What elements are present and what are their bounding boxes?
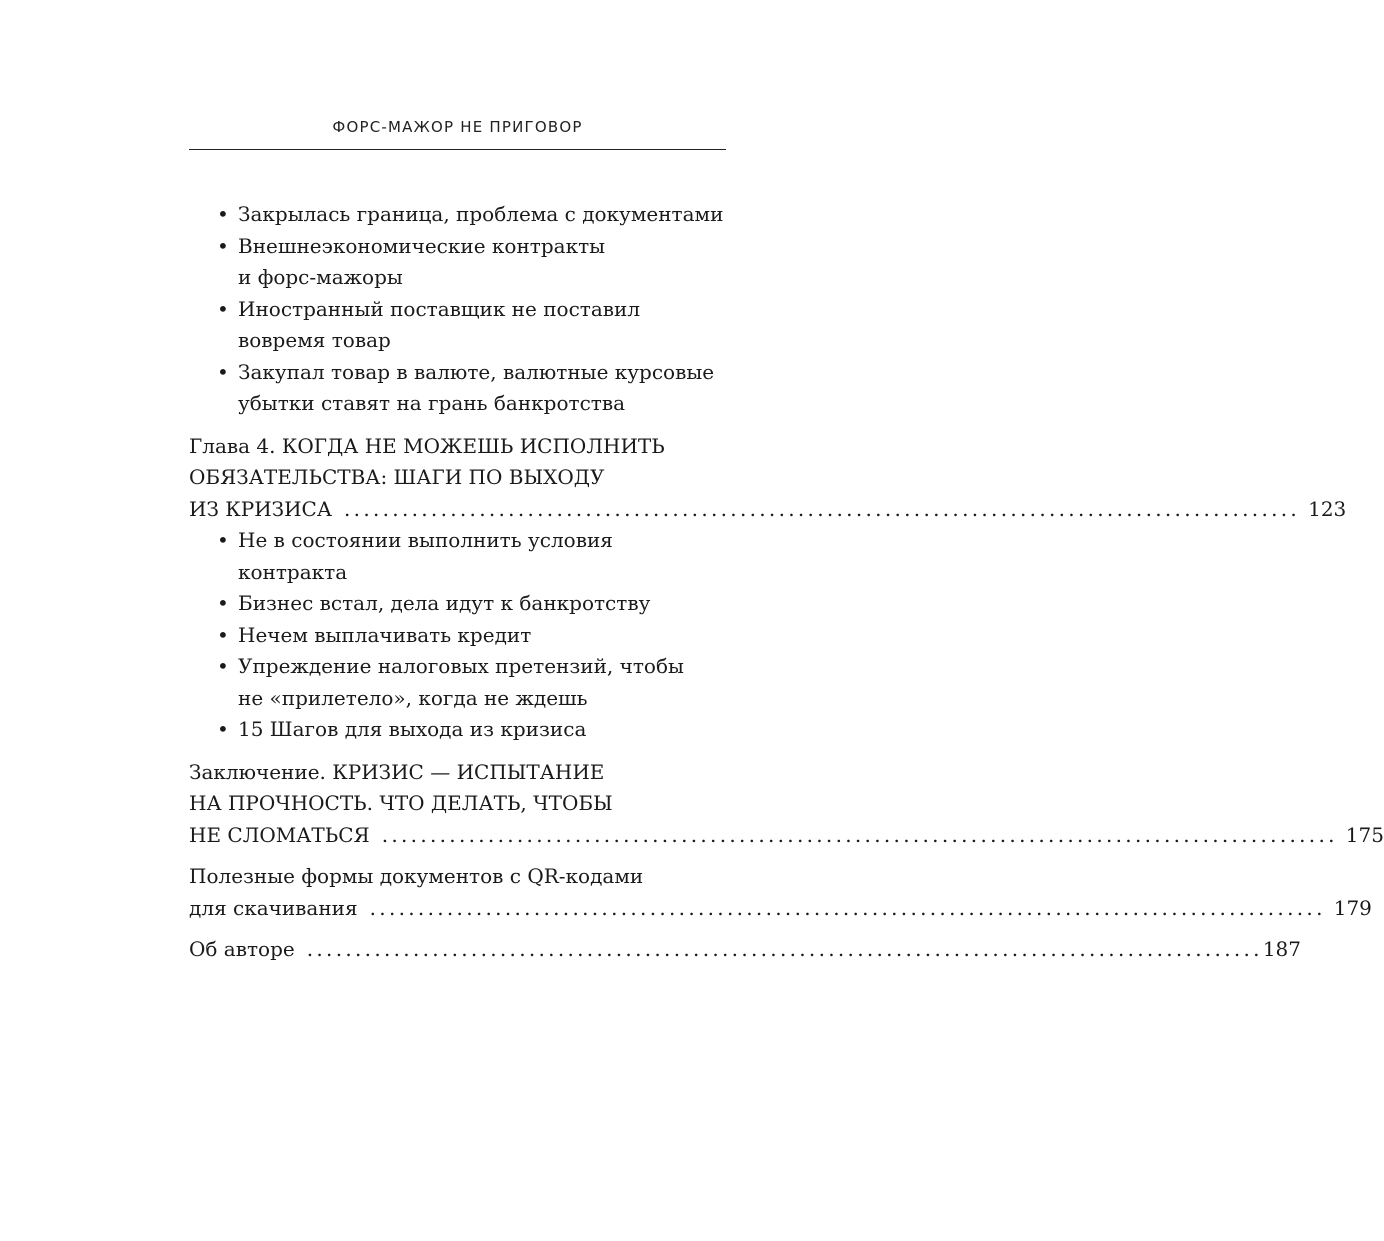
- bullet-icon: •: [217, 359, 229, 384]
- bullet-text: контракта: [238, 559, 348, 584]
- bullet-text: Иностранный поставщик не поставил: [238, 296, 641, 321]
- bullet-icon: •: [217, 622, 229, 647]
- chapter-4-title-tail: ИЗ КРИЗИСА: [189, 496, 332, 521]
- toc-bullet-item: [189, 525, 726, 588]
- dot-leader: ...................................................................................................: [306, 937, 1263, 961]
- chapter-4-title-last-line: [189, 494, 1347, 526]
- top-bullet-list: [189, 199, 726, 420]
- forms-title-last-line: [189, 893, 1372, 925]
- toc-entry-conclusion[interactable]: [189, 757, 1384, 852]
- forms-title-line: Полезные формы документов с QR-кодами: [189, 864, 644, 888]
- conclusion-title-last-line: [189, 820, 1384, 852]
- toc-entry-chapter-4[interactable]: [189, 431, 1347, 526]
- dot-leader: ...................................................................................................: [369, 895, 1326, 920]
- bullet-text: и форс-мажоры: [238, 265, 403, 289]
- toc-entry-about[interactable]: [189, 934, 1302, 966]
- about-title-last-line: [189, 934, 1302, 966]
- bullet-icon: •: [217, 202, 229, 226]
- bullet-text: 15 Шагов для выхода из кризиса: [238, 717, 587, 741]
- toc-content: [189, 199, 1384, 966]
- bullet-text: Бизнес встал, дела идут к банкротству: [238, 591, 651, 615]
- about-title-tail: Об авторе: [189, 937, 295, 961]
- toc-bullet-item: [189, 651, 726, 714]
- bullet-text: вовремя товар: [238, 328, 391, 352]
- about-page-number: 187: [1262, 937, 1302, 961]
- bullet-text: Внешнеэкономические контракты: [238, 233, 606, 258]
- chapter-4-bullet-list: [189, 525, 726, 746]
- bullet-icon: •: [217, 591, 229, 615]
- bullet-icon: •: [217, 717, 229, 741]
- dot-leader: ...................................................................................................: [344, 496, 1301, 521]
- toc-entry-forms[interactable]: [189, 861, 1372, 924]
- toc-bullet-item: [189, 620, 726, 652]
- bullet-text: убытки ставят на грань банкротства: [238, 391, 626, 415]
- toc-bullet-item: [189, 714, 726, 746]
- bullet-icon: •: [217, 296, 229, 321]
- running-head: ФОРС-МАЖОР НЕ ПРИГОВОР: [332, 118, 583, 136]
- forms-title-tail: для скачивания: [189, 895, 358, 920]
- bullet-text: не «прилетело», когда не ждешь: [238, 685, 588, 710]
- conclusion-title-tail: НЕ СЛОМАТЬСЯ: [189, 822, 370, 847]
- conclusion-title-line: НА ПРОЧНОСТЬ. ЧТО ДЕЛАТЬ, ЧТОБЫ: [189, 791, 613, 815]
- bullet-icon: •: [217, 654, 229, 678]
- conclusion-page-number: 175: [1345, 822, 1384, 847]
- toc-bullet-item: [189, 231, 726, 294]
- bullet-text: Закрылась граница, проблема с документами: [238, 202, 724, 226]
- bullet-text: Не в состоянии выполнить условия: [238, 528, 613, 552]
- bullet-text: Упреждение налоговых претензий, чтобы: [238, 654, 684, 678]
- chapter-4-page-number: 123: [1308, 496, 1347, 521]
- dot-leader: ...................................................................................................: [381, 822, 1338, 847]
- bullet-text: Закупал товар в валюте, валютные курсовые: [238, 359, 715, 384]
- toc-bullet-item: [189, 199, 726, 231]
- header-rule: [189, 149, 726, 150]
- forms-page-number: 179: [1333, 895, 1372, 920]
- chapter-4-title-line: Глава 4. КОГДА НЕ МОЖЕШЬ ИСПОЛНИТЬ: [189, 433, 665, 458]
- toc-bullet-item: [189, 294, 726, 357]
- bullet-icon: •: [217, 233, 229, 258]
- toc-bullet-item: [189, 588, 726, 620]
- conclusion-title-line: Заключение. КРИЗИС — ИСПЫТАНИЕ: [189, 759, 605, 784]
- toc-bullet-item: [189, 357, 726, 420]
- bullet-text: Нечем выплачивать кредит: [238, 622, 532, 647]
- chapter-4-title-line: ОБЯЗАТЕЛЬСТВА: ШАГИ ПО ВЫХОДУ: [189, 465, 605, 489]
- bullet-icon: •: [217, 528, 229, 552]
